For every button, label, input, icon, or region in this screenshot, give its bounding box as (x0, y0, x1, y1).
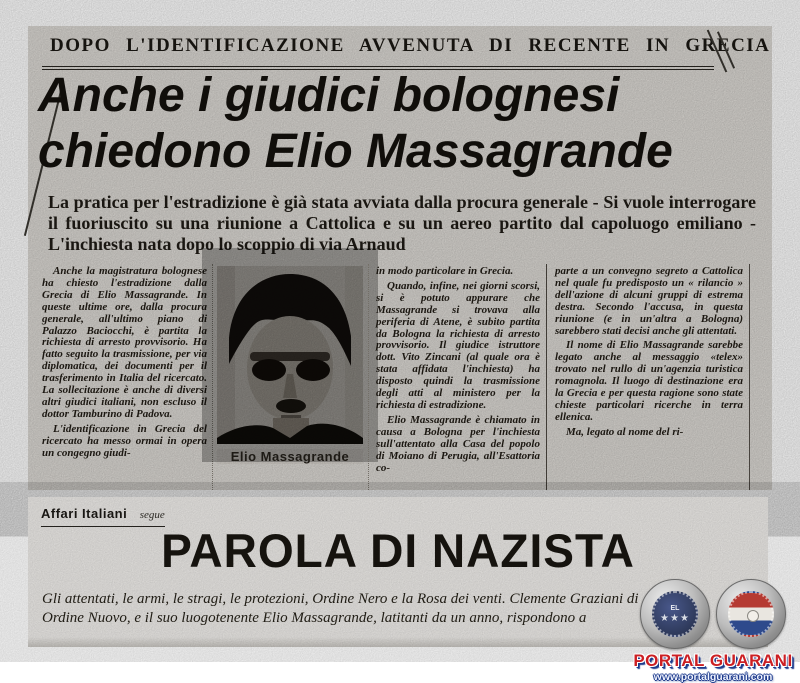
watermark-brand-text: PORTAL GUARANI (633, 651, 793, 670)
paragraph: parte a un convegno segreto a Cattolica nel quale fu predisposto un « rilancio » dell'azione di alcuni gruppi di estrema destra. Secondo l'accusa, in questa riunione (e in un'altra a Bologna) sarebbero stati decisi anche gli attentati. (555, 265, 743, 337)
bottom-headline: PAROLA DI NAZISTA (161, 524, 635, 577)
kicker-headline: DOPO L'IDENTIFICAZIONE AVVENUTA DI RECENTE IN GRECIA (50, 35, 771, 56)
portrait-photo-art (217, 266, 363, 444)
flag-crest-icon (747, 610, 759, 622)
photo-column (212, 264, 368, 490)
article-body (36, 264, 766, 490)
seal-stars: ★★★ (660, 612, 690, 624)
paragraph: Ma, legato al nome del ri- (566, 425, 684, 438)
main-headline-line2: chiedono Elio Massagrande (38, 125, 673, 178)
paragraph: Quando, infine, nei giorni scorsi, si è potuto appurare che Massagrande si trovava alla periferia di Atene, è subito partita da Bologna la richiesta di arresto provvisorio. Il giudice istruttore dott. Vito Zincani (al quale ora è stata affidata l'inchiesta) ha disposto quindi la trasmissione degli atti al ministero per la richiesta di estradizione. (376, 279, 540, 411)
subheadline: La pratica per l'estradizione è già stata avviata dalla procura generale - Si vuole interrogare il fuoriuscito su una riunione a Cattolica e su un aereo partito dal capoluogo emiliano - L'inchiesta nata dopo lo scoppio di via Arnaud (48, 192, 756, 254)
article-column-left (36, 264, 212, 490)
article-column-right (546, 264, 750, 490)
seal-el-label: EL (670, 604, 680, 612)
paragraph: Il nome di Elio Massagrande sarebbe legato anche al messaggio «telex» trovato nel rullo di un'agenzia turistica romagnola. Il luogo di destinazione era la Grecia e per questa ragione sono state chieste particolari ricerche in terra ellenica. (555, 339, 743, 423)
photo-caption: Elio Massagrande (217, 449, 363, 464)
paragraph: Gli attentati, le armi, le stragi, le protezioni, Ordine Nero e la Rosa dei venti. Clemente Graziani di (42, 591, 639, 607)
paragraph: Anche la magistratura bolognese ha chiesto l'estradizione dalla Grecia di Elio Massagrande. In queste ultime ore, dalla procura generale, all'ultimo piano di Palazzo Baciocchi, è partita la richiesta di arresto provvisorio. Ha fatto seguito la trasmissione, per via diplomatica, dei documenti per il trasferimento in Italia del ricercato. La sollecitazione è anche di diversi altri giudici italiani, non escluso il dottor Tamburino di Padova. (42, 265, 207, 420)
paragraph: Ordine Nuovo, e il suo luogotenente Elio Massagrande, latitanti da un anno, rispondono a (42, 610, 587, 626)
article-column-middle (368, 264, 546, 490)
paragraph: L'identificazione in Grecia del ricercato ha messo ormai in opera un congegno giudi- (42, 422, 207, 459)
paragraph: Elio Massagrande è chiamato in causa a Bologna per l'inchiesta sull'attentato alla Casa del popolo di Moiano di Perugia, all'Esattoria co- (376, 413, 540, 474)
main-headline (38, 68, 768, 180)
paraguay-flag-seal-icon (716, 579, 786, 649)
main-headline-line1: Anche i giudici bolognesi (38, 69, 620, 122)
portrait-photo (217, 266, 363, 444)
paragraph: in modo particolare in Grecia. (376, 265, 514, 277)
paraguay-emblem-seal-icon (640, 579, 710, 649)
portal-guarani-watermark (630, 579, 796, 683)
watermark-seals (630, 579, 796, 649)
watermark-url-text: www.portalguarani.com (653, 671, 773, 683)
section-continuation-label: segue (139, 509, 165, 521)
section-name: Affari Italiani (41, 506, 128, 521)
top-newspaper-clipping (28, 26, 772, 490)
